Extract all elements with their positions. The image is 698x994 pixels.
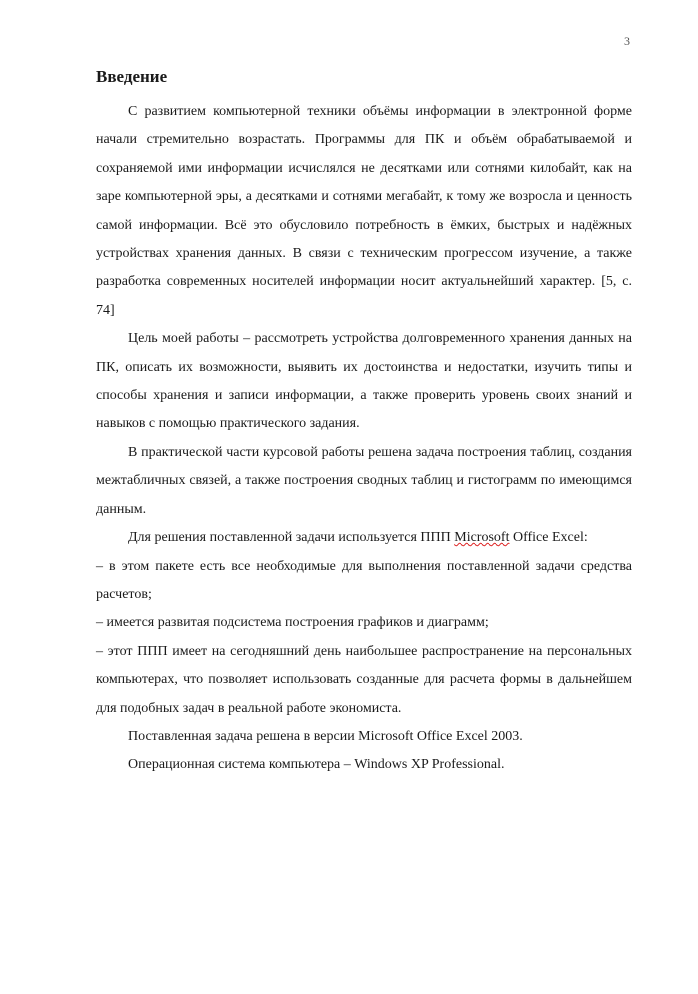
list-item: – этот ППП имеет на сегодняшний день наибольшее распространение на персональных компьютерах, что позволяет использовать созданные для расчета формы в дальнейшем для подобных задач в реальной работе экономиста. xyxy=(96,643,632,716)
page-number: 3 xyxy=(624,34,630,48)
excel-paragraph-after: Office Excel: xyxy=(509,530,588,546)
excel-paragraph xyxy=(96,524,632,552)
os-line: Операционная система компьютера – Windows XP Professional. xyxy=(128,757,505,773)
list-item: – в этом пакете есть все необходимые для выполнения поставленной задачи средства расчетов; xyxy=(96,558,632,602)
goal-paragraph: Цель моей работы – рассмотреть устройства долговременного хранения данных на ПК, описать их возможности, выявить их достоинства и недостатки, изучить типы и способы хранения и записи информации, а также проверить уровень своих знаний и навыков с помощью практического задания. xyxy=(96,331,632,432)
list-item: – имеется развитая подсистема построения графиков и диаграмм; xyxy=(96,615,489,631)
section-heading: Введение xyxy=(96,67,168,86)
document-body xyxy=(96,66,632,780)
practical-paragraph: В практической части курсовой работы решена задача построения таблиц, создания межтабличных связей, а также построения сводных таблиц и гистограмм по имеющимся данным. xyxy=(96,444,632,517)
spellcheck-underlined-word: Microsoft xyxy=(454,530,510,546)
version-line: Поставленная задача решена в версии Microsoft Office Excel 2003. xyxy=(128,728,523,744)
intro-paragraph: С развитием компьютерной техники объёмы информации в электронной форме начали стремительно возрастать. Программы для ПК и объём обрабатываемой и сохраняемой ими информации исчислялся не десятками или сотнями килобайт, как на заре компьютерной эры, а десятками и сотнями мегабайт, к тому же возросла и ценность самой информации. Всё это обусловило потребность в ёмких, быстрых и надёжных устройствах хранения данных. В связи с техническим прогрессом изучение, а также разработка современных носителей информации носит актуальнейший характер. [5, с. 74] xyxy=(96,104,632,318)
excel-paragraph-before: Для решения поставленной задачи используется ППП xyxy=(128,530,455,546)
